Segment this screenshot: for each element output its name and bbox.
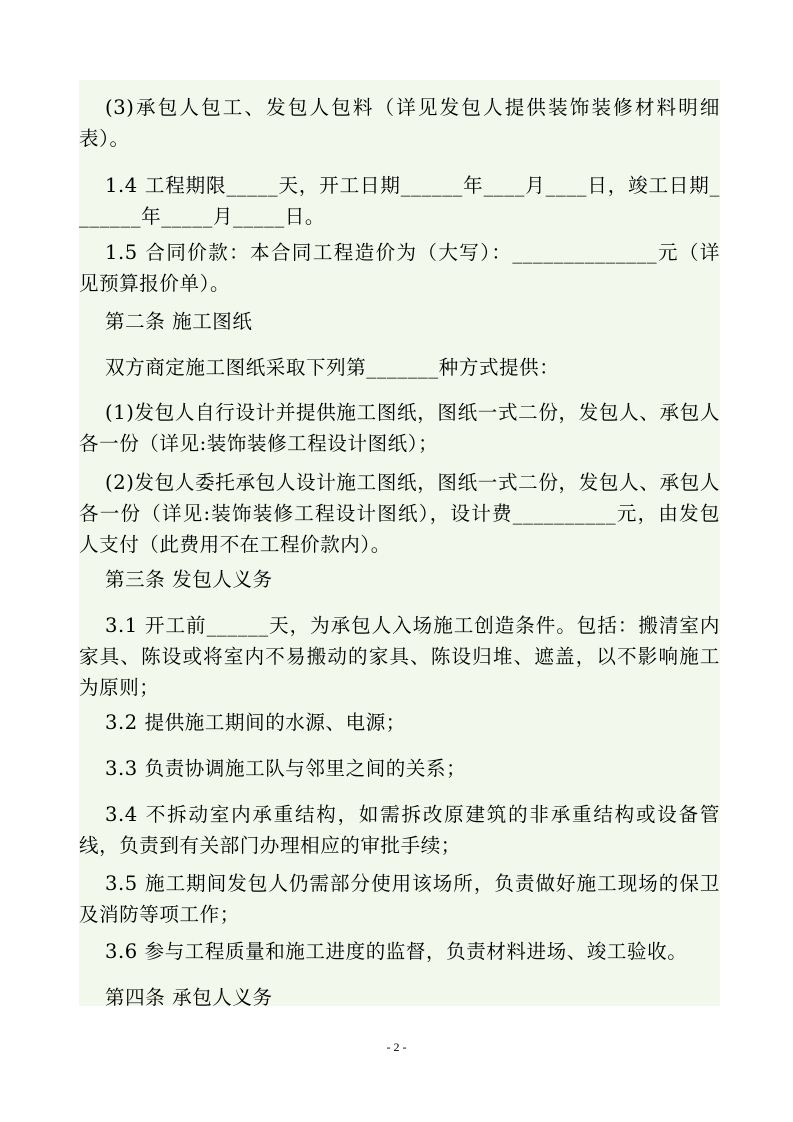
- paragraph-1-5-contract-price: 1.5 合同价款：本合同工程造价为（大写）：______________元（详见预算报价单）。: [79, 241, 720, 295]
- paragraph-3-6-supervision: 3.6 参与工程质量和施工进度的监督，负责材料进场、竣工验收。: [105, 940, 688, 963]
- paragraph-drawing-method: 双方商定施工图纸采取下列第_______种方式提供：: [105, 356, 560, 379]
- paragraph-option-2-contractor-design: (2)发包人委托承包人设计施工图纸，图纸一式二份，发包人、承包人各一份（详见:装饰装修工程设计图纸），设计费__________元，由发包人支付（此费用不在工程价款内）。: [79, 471, 720, 556]
- heading-article-4-contractor-obligations: 第四条 承包人义务: [105, 986, 273, 1009]
- heading-article-2-drawings: 第二条 施工图纸: [105, 310, 253, 333]
- paragraph-3-4-structure-approval: 3.4 不拆动室内承重结构，如需拆改原建筑的非承重结构或设备管线，负责到有关部门办理相应的审批手续；: [79, 803, 720, 857]
- heading-article-3-owner-obligations: 第三条 发包人义务: [105, 568, 273, 591]
- document-body: [79, 80, 720, 1009]
- paragraph-3-1-site-preparation: 3.1 开工前______天，为承包人入场施工创造条件。包括：搬清室内家具、陈设或将室内不易搬动的家具、陈设归堆、遮盖，以不影响施工为原则；: [79, 614, 720, 699]
- paragraph-1-4-project-duration: 1.4 工程期限_____天，开工日期______年____月____日，竣工日期_______年_____月_____日。: [79, 174, 720, 228]
- paragraph-contractor-labor-owner-materials: (3)承包人包工、发包人包料（详见发包人提供装饰装修材料明细表）。: [79, 96, 720, 150]
- paragraph-3-3-neighbor-relations: 3.3 负责协调施工队与邻里之间的关系；: [105, 757, 467, 780]
- paragraph-3-5-site-security: 3.5 施工期间发包人仍需部分使用该场所，负责做好施工现场的保卫及消防等项工作；: [79, 872, 720, 926]
- paragraph-3-2-water-power: 3.2 提供施工期间的水源、电源；: [105, 711, 406, 734]
- page-number: - 2 -: [386, 1040, 407, 1054]
- paragraph-option-1-owner-design: (1)发包人自行设计并提供施工图纸，图纸一式二份，发包人、承包人各一份（详见:装饰装修工程设计图纸）；: [79, 401, 720, 455]
